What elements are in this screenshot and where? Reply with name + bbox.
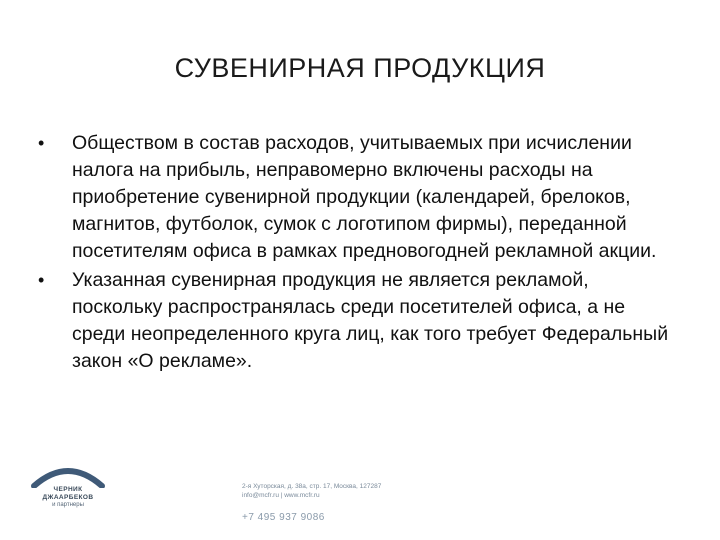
- bullet-dot-icon: •: [38, 133, 45, 153]
- logo-line-1: ЧЕРНИК: [53, 486, 83, 493]
- company-logo: [28, 462, 108, 524]
- bullet-text: Обществом в состав расходов, учитываемых при исчислении налога на прибыль, неправомерно включены расходы на приобретение сувенирной продукции (календарей, брелоков, магнитов, футболок, сумок с логотипом фирмы), переданной посетителям офиса в рамках предновогодней рекламной акции.: [72, 132, 657, 262]
- footer-address: 2-я Хуторская, д. 38а, стр. 17, Москва, 127287: [242, 483, 382, 490]
- bullet-list: [38, 130, 678, 377]
- bullet-item: [38, 267, 678, 375]
- slide-title: СУВЕНИРНАЯ ПРОДУКЦИЯ: [174, 53, 546, 83]
- footer-email-web[interactable]: info@mcfr.ru | www.mcfr.ru: [242, 492, 320, 499]
- logo-line-3: и партнеры: [52, 502, 84, 508]
- logo-arc-icon: [28, 462, 108, 488]
- footer-contacts: [242, 482, 381, 525]
- bullet-dot-icon: •: [38, 270, 45, 290]
- bullet-item: [38, 130, 678, 265]
- logo-line-2: ДЖААРБЕКОВ: [42, 494, 94, 501]
- footer-phone[interactable]: +7 495 937 9086: [242, 512, 325, 523]
- bullet-text: Указанная сувенирная продукция не является рекламой, поскольку распространялась среди посетителей офиса, а не среди неопределенного круга лиц, как того требует Федеральный закон «О рекламе».: [72, 269, 669, 372]
